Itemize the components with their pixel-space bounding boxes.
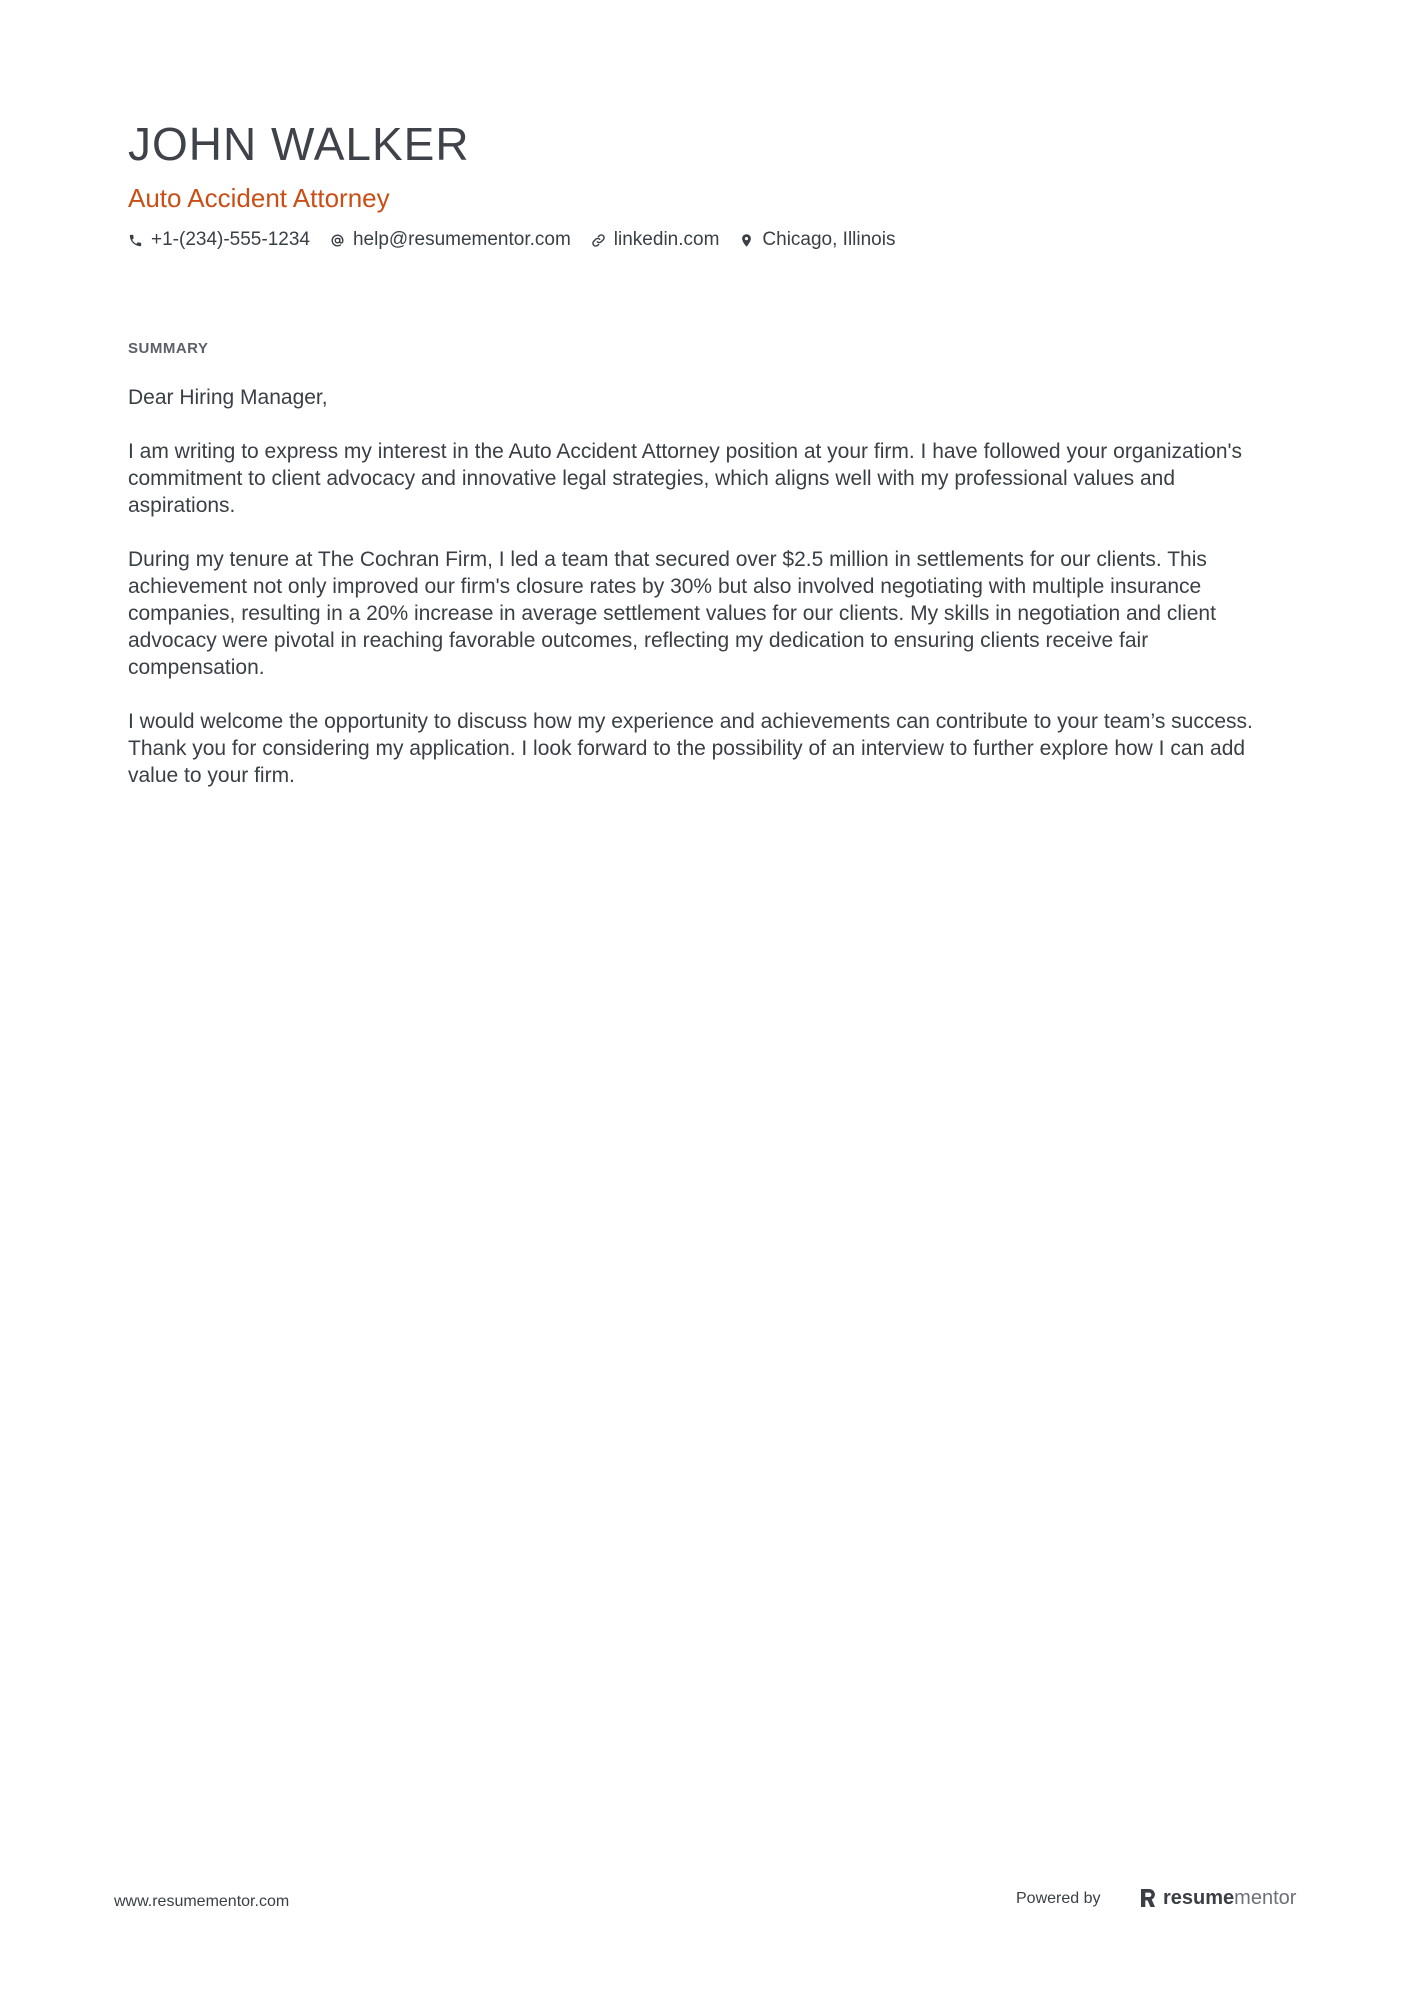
- section-label-summary: SUMMARY: [128, 340, 209, 357]
- phone-icon: [128, 233, 143, 248]
- contact-email-text[interactable]: help@resumementor.com: [352, 229, 571, 250]
- contact-location-text: Chicago, Illinois: [762, 229, 896, 250]
- powered-by-label: Powered by: [1016, 1890, 1101, 1907]
- resumementor-logo-icon: [1139, 1887, 1157, 1909]
- job-title: Auto Accident Attorney: [128, 183, 390, 213]
- brand-text-mentor: mentor: [1234, 1887, 1297, 1909]
- letter-paragraph-1: I am writing to express my interest in the Auto Accident Attorney position at your firm. I have followed your organization's commitment to client advocacy and innovative legal strategies, which aligns well with my professional values and aspirations.: [128, 440, 1243, 517]
- letter-greeting: Dear Hiring Manager,: [128, 386, 328, 409]
- letter-body: [128, 384, 1288, 816]
- contact-linkedin[interactable]: [591, 226, 720, 254]
- contact-location: [739, 226, 895, 254]
- candidate-name: JOHN WALKER: [128, 118, 470, 170]
- contact-linkedin-text[interactable]: linkedin.com: [613, 229, 720, 250]
- at-icon: [330, 233, 345, 248]
- letter-paragraph-3: I would welcome the opportunity to discuss how my experience and achievements can contribute to your team’s success. Thank you for considering my application. I look forward to the possibility of an interview to further explore how I can add value to your firm.: [128, 710, 1253, 787]
- contact-phone-text: +1-(234)-555-1234: [151, 229, 310, 250]
- contact-email[interactable]: [330, 226, 571, 254]
- link-icon: [591, 233, 606, 248]
- footer-website-link[interactable]: www.resumementor.com: [114, 1893, 290, 1910]
- location-pin-icon: [739, 233, 754, 248]
- brand-logo[interactable]: [1139, 1884, 1296, 1912]
- brand-text-resume: resume: [1163, 1887, 1235, 1909]
- contact-phone: [128, 226, 310, 254]
- contact-info: [128, 226, 895, 254]
- letter-paragraph-2: During my tenure at The Cochran Firm, I led a team that secured over $2.5 million in settlements for our clients. This achievement not only improved our firm's closure rates by 30% but also involved negotiating with multiple insurance companies, resulting in a 20% increase in average settlement values for our clients. My skills in negotiation and client advocacy were pivotal in reaching favorable outcomes, reflecting my dedication to ensuring clients receive fair compensation.: [128, 548, 1216, 679]
